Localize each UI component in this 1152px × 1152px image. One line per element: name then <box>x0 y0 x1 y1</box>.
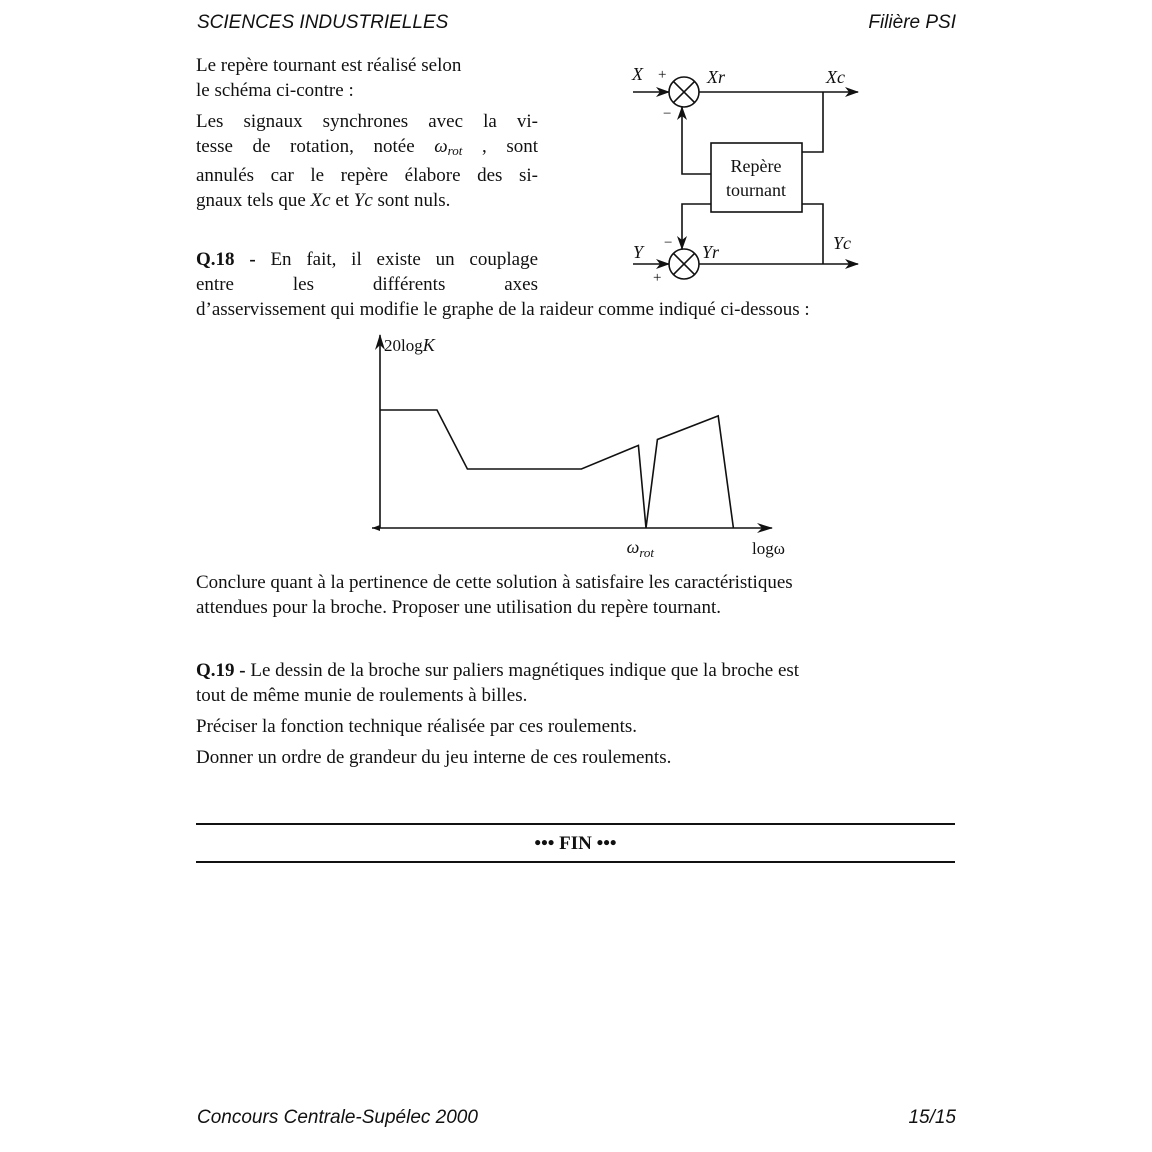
label-yr: Yr <box>702 242 720 262</box>
xc-feedback-line <box>802 92 823 152</box>
intro-p2-text-b: , sont <box>462 136 538 157</box>
omega-rot-symbol: ω <box>434 136 448 157</box>
yc-feedback-line <box>802 204 823 264</box>
q19-line1 <box>196 658 955 683</box>
intro-paragraph-1 <box>196 53 538 103</box>
origin-mark <box>372 525 380 531</box>
intro-p2-text-c: gnaux tels que <box>196 190 311 211</box>
fin-rule-top <box>196 823 955 825</box>
omega-rot-tick-sub: rot <box>639 545 655 560</box>
y-axis-label-var: K <box>422 335 435 355</box>
yc-symbol: Yc <box>353 190 373 211</box>
q19-line4: Donner un ordre de grandeur du jeu interne de ces roulements. <box>196 747 672 768</box>
q18-paragraph-top <box>196 247 538 297</box>
q18-line3: d’asservissement qui modifie le graphe de la raideur comme indiqué ci-dessous : <box>196 299 810 320</box>
block-label-line2: tournant <box>726 180 786 200</box>
q18-line1-text: En fait, il existe un couplage <box>255 249 538 270</box>
conclusion-line1: Conclure quant à la pertinence de cette solution à satisfaire les caractéristiques <box>196 572 793 593</box>
bottom-summing-junction <box>669 249 699 279</box>
q19-line1-text: Le dessin de la broche sur paliers magnétiques indique que la broche est <box>245 660 800 681</box>
label-x: X <box>632 64 643 84</box>
q18-line1 <box>196 247 538 272</box>
fin-label: ••• FIN ••• <box>534 833 617 854</box>
rotating-frame-block-diagram <box>600 55 880 290</box>
repere-tournant-block <box>711 143 802 212</box>
header-left: SCIENCES INDUSTRIELLES <box>197 12 449 33</box>
intro-paragraph-2 <box>196 109 538 213</box>
q19-paragraph <box>196 658 955 708</box>
y-axis-label <box>384 335 436 355</box>
label-plus-bottom: + <box>653 270 662 286</box>
x-axis-label: logω <box>752 539 785 558</box>
label-y: Y <box>633 242 644 262</box>
q19-line2: tout de même munie de roulements à billes. <box>196 685 528 706</box>
stiffness-chart <box>360 325 810 565</box>
omega-rot-subscript: rot <box>447 143 463 158</box>
top-summing-junction <box>669 77 699 107</box>
label-plus-top: + <box>658 67 667 83</box>
xc-symbol: Xc <box>310 190 331 211</box>
q18-label: Q.18 - <box>196 249 256 270</box>
footer-right: 15/15 <box>908 1107 956 1128</box>
intro-p2-text-a: tesse de rotation, notée <box>196 136 435 157</box>
block-label-line1: Repère <box>730 156 782 176</box>
intro-p2-line2 <box>196 134 538 163</box>
omega-rot-tick-label <box>627 537 655 560</box>
q19-line3: Préciser la fonction technique réalisée par ces roulements. <box>196 716 638 737</box>
y-axis-label-prefix: 20log <box>384 336 423 355</box>
label-yc: Yc <box>833 233 851 253</box>
q19-label: Q.19 - <box>196 660 246 681</box>
intro-p2-line4 <box>196 188 538 213</box>
intro-p2-line1: Les signaux synchrones avec la vi- <box>196 111 538 132</box>
intro-p2-line3: annulés car le repère élabore des si- <box>196 165 538 186</box>
stiffness-curve <box>380 410 733 528</box>
footer-left: Concours Centrale-Supélec 2000 <box>197 1107 478 1128</box>
intro-p2-text-d: sont nuls. <box>372 190 451 211</box>
top-feedback-arrow <box>682 107 711 174</box>
label-minus-top: − <box>663 106 672 122</box>
conclusion-line2: attendues pour la broche. Proposer une utilisation du repère tournant. <box>196 597 721 618</box>
label-minus-bottom: − <box>664 235 673 251</box>
q18-line2: entre les différents axes <box>196 274 538 295</box>
label-xr: Xr <box>707 67 725 87</box>
omega-rot-tick-symbol: ω <box>626 537 640 557</box>
intro-p1-line2: le schéma ci-contre : <box>196 80 354 101</box>
conclusion-paragraph <box>196 570 955 620</box>
label-xc: Xc <box>826 67 845 87</box>
header-right: Filière PSI <box>868 12 956 33</box>
fin-rule-bottom <box>196 861 955 863</box>
intro-p1-line1: Le repère tournant est réalisé selon <box>196 55 462 76</box>
and-word: et <box>330 190 354 211</box>
